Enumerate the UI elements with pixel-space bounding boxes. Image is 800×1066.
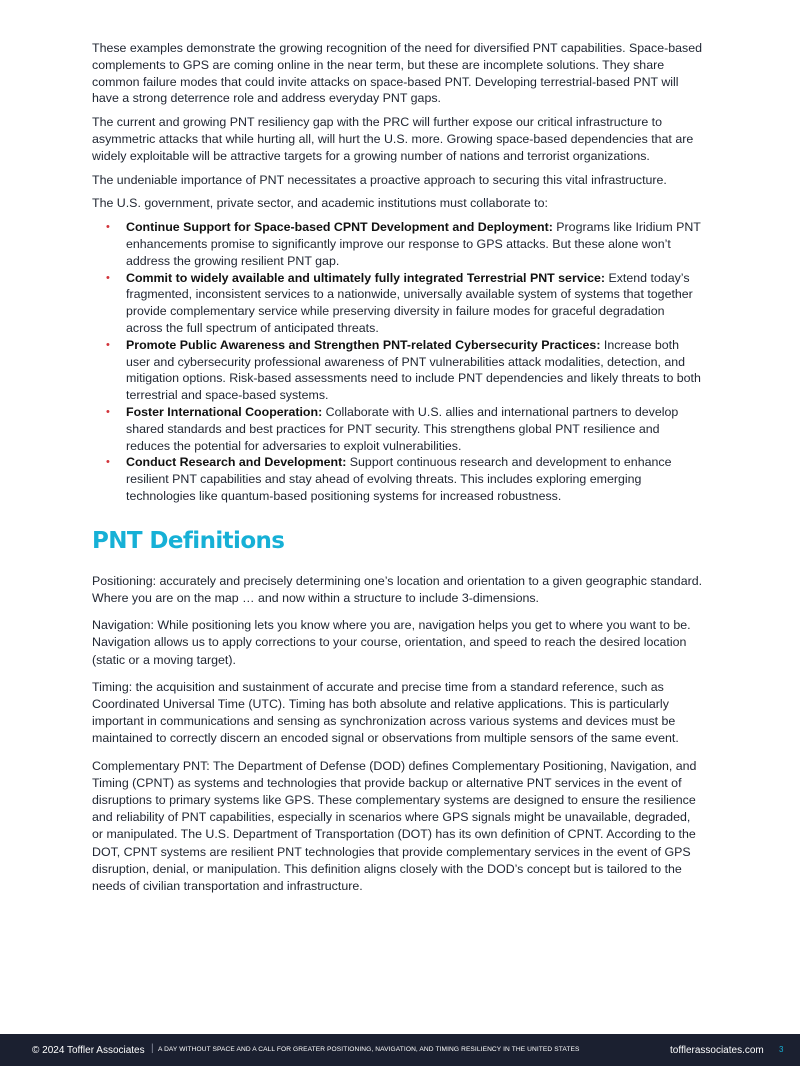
intro-paragraph: The current and growing PNT resiliency gap with the PRC will further expose our critical infrastructure to asymmetric attacks that while hurting all, will hurt the U.S. more. Growing space-based dependencies that are widely exploitable will be attractive targets for a growing number of nations and terrorist organizations.: [92, 115, 694, 163]
footer-copyright: © 2024 Toffler Associates: [32, 1045, 145, 1056]
intro-paragraph: The U.S. government, private sector, and academic institutions must collaborate to:: [92, 196, 548, 211]
page-footer: [0, 1034, 800, 1066]
page-content: [92, 40, 704, 905]
definition-paragraph: Complementary PNT: The Department of Defense (DOD) defines Complementary Positioning, Navigation, and Timing (CPNT) as systems and technologies that provide backup or alternative PNT services in the event of disruptions to primary systems like GPS. These complementary systems are designed to ensure the resilience and reliability of PNT capabilities, especially in scenarios where GPS signals might be unavailable, degraded, or manipulated. The U.S. Department of Transportation (DOT) has its own definition of CPNT. According to the DOT, CPNT systems are resilient PNT technologies that provide complementary services in the event of GPS disruption, denial, or manipulation. This definition aligns closely with the DOD’s concept but is tailored to the needs of civilian transportation and infrastructure.: [92, 758, 697, 893]
list-item: [92, 454, 704, 504]
bullet-icon: •: [106, 221, 110, 234]
intro-paragraph: The undeniable importance of PNT necessitates a proactive approach to securing this vital infrastructure.: [92, 172, 667, 187]
bullet-title: Foster International Cooperation:: [126, 404, 323, 419]
list-item: [92, 337, 704, 404]
list-item: [92, 219, 704, 269]
footer-separator: |: [151, 1043, 154, 1054]
bullet-text: Programs like Iridium PNT enhancements promise to significantly improve our response to GPS attacks. But these alone won’t address the growing resilient PNT gap.: [126, 220, 701, 268]
definition-paragraph: Timing: the acquisition and sustainment of accurate and precise time from a standard reference, such as Coordinated Universal Time (UTC). Timing has both absolute and relative applications. This is particularly important in communications and sensing as synchronization across various systems and devices must be maintained to correctly discern an encoded signal or observations from multiple sensors of the same event.: [92, 679, 679, 746]
bullet-icon: •: [106, 271, 110, 284]
bullet-icon: •: [106, 405, 110, 418]
bullet-text: Increase both user and cybersecurity professional awareness of PNT vulnerabilities attack modalities, detection, and mitigation options. Risk-based assessments need to include PNT dependencies and likely threats to both terrestrial and space-based systems.: [126, 337, 701, 403]
bullet-icon: •: [106, 338, 110, 351]
list-item: [92, 404, 704, 454]
footer-website-link[interactable]: tofflerassociates.com: [670, 1045, 764, 1056]
bullet-icon: •: [106, 456, 110, 469]
bullet-title: Commit to widely available and ultimately fully integrated Terrestrial PNT service:: [126, 270, 606, 285]
intro-paragraph: These examples demonstrate the growing recognition of the need for diversified PNT capabilities. Space-based complements to GPS are coming online in the near term, but these are incomplete solutions. They share common failure modes that could invite attacks on space-based PNT. Developing terrestrial-based PNT will have a strong deterrence role and address everyday PNT gaps.: [92, 41, 703, 106]
recommendation-list: [92, 219, 704, 505]
section-heading: PNT Definitions: [92, 527, 285, 554]
footer-report-title: A DAY WITHOUT SPACE AND A CALL FOR GREATER POSITIONING, NAVIGATION, AND TIMING RESILIENCY IN THE UNITED STATES: [158, 1046, 580, 1053]
bullet-title: Conduct Research and Development:: [126, 455, 347, 470]
bullet-title: Continue Support for Space-based CPNT Development and Deployment:: [126, 220, 553, 235]
bullet-text: Extend today’s fragmented, inconsistent services to a nationwide, universally available system of systems that together provide complementary service while preserving diversity in failure modes for graceful degradation across the full spectrum of anticipated threats.: [126, 270, 693, 335]
bullet-text: Collaborate with U.S. allies and international partners to develop shared standards and best practices for PNT security. This strengthens global PNT resilience and reduces the potential for adversaries to exploit vulnerabilities.: [126, 404, 679, 453]
bullet-text: Support continuous research and development to enhance resilient PNT capabilities and stay ahead of evolving threats. This includes exploring emerging technologies like quantum-based positioning systems for increased robustness.: [126, 455, 672, 503]
page-number: 3: [779, 1045, 784, 1054]
list-item: [92, 270, 704, 337]
bullet-title: Promote Public Awareness and Strengthen PNT-related Cybersecurity Practices:: [126, 337, 601, 352]
definition-paragraph: Positioning: accurately and precisely determining one’s location and orientation to a given geographic standard. Where you are on the map … and now within a structure to include 3-dimensions.: [92, 573, 703, 605]
definition-paragraph: Navigation: While positioning lets you know where you are, navigation helps you get to where you want to be. Navigation allows us to apply corrections to your course, orientation, and speed to reach the desired location (static or a moving target).: [92, 618, 691, 667]
